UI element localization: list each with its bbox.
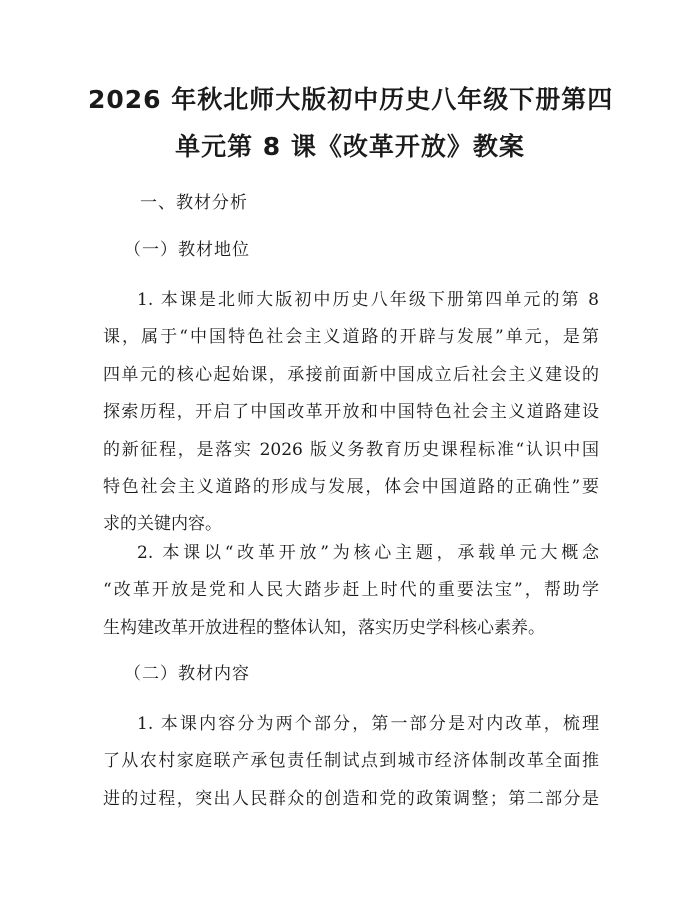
paragraph-line: 求的关键内容。 [103,514,222,535]
paragraph-1 [103,288,599,550]
paragraph-3 [103,712,599,824]
paragraph-2 [103,541,599,653]
subsection-heading-textbook-content: （二）教材内容 [124,664,250,684]
paragraph-line: 探索历程，开启了中国改革开放和中国特色社会主义道路建设 [103,402,599,423]
paragraph-line: 课，属于“中国特色社会主义道路的开辟与发展”单元，是第 [103,327,599,348]
document-title-line-2: 单元第 8 课《改革开放》教案 [175,132,525,161]
paragraph-line: 2. 本课以“改革开放”为核心主题，承载单元大概念 [137,543,599,563]
paragraph-line: 1. 本课是北师大版初中历史八年级下册第四单元的第 8 [137,290,599,310]
paragraph-line: 1. 本课内容分为两个部分，第一部分是对内改革，梳理 [137,714,599,734]
paragraph-line: 生构建改革开放进程的整体认知，落实历史学科核心素养。 [103,617,545,638]
paragraph-line: 特色社会主义道路的形成与发展，体会中国道路的正确性”要 [103,476,599,497]
section-heading-textbook-analysis: 一、教材分析 [140,193,248,213]
paragraph-line: 的新征程，是落实 2026 版义务教育历史课程标准“认识中国 [103,439,599,460]
subsection-heading-textbook-position: （一）教材地位 [124,240,250,260]
paragraph-line: “改革开放是党和人民大踏步赶上时代的重要法宝”，帮助学 [103,580,599,601]
paragraph-line: 了从农村家庭联产承包责任制试点到城市经济体制改革全面推 [103,751,599,772]
paragraph-line: 进的过程，突出人民群众的创造和党的政策调整；第二部分是 [103,788,599,809]
paragraph-line: 四单元的核心起始课，承接前面新中国成立后社会主义建设的 [103,364,599,385]
document-title-line-1: 2026 年秋北师大版初中历史八年级下册第四 [88,85,614,114]
